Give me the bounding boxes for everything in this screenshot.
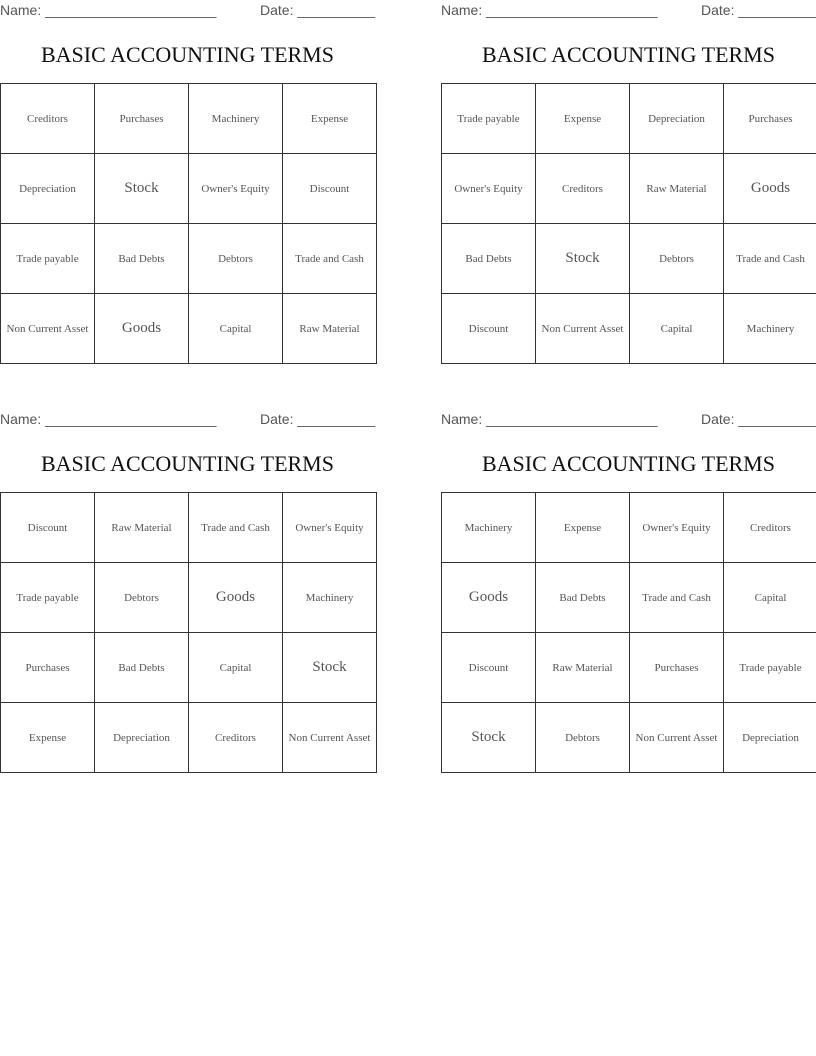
grid-row: [1, 84, 377, 154]
grid-row: [442, 563, 816, 633]
grid-cell: Capital: [630, 294, 724, 364]
grid-cell: Creditors: [724, 493, 816, 563]
grid-cell: Creditors: [189, 703, 283, 773]
date-field: Date: __________: [260, 411, 376, 427]
grid-cell: Discount: [283, 154, 377, 224]
grid-cell: Goods: [95, 294, 189, 364]
grid-cell: Raw Material: [95, 493, 189, 563]
grid-cell: Trade payable: [1, 563, 95, 633]
bingo-card-1: [0, 0, 376, 336]
grid-cell: Owner's Equity: [630, 493, 724, 563]
grid-row: [1, 633, 377, 703]
grid-row: [1, 703, 377, 773]
grid-cell: Goods: [724, 154, 816, 224]
name-field: Name: ______________________: [0, 2, 217, 18]
grid-cell: Debtors: [189, 224, 283, 294]
grid-row: [1, 294, 377, 364]
grid-cell: Machinery: [283, 563, 377, 633]
grid-cell: Machinery: [189, 84, 283, 154]
card-title: BASIC ACCOUNTING TERMS: [482, 42, 775, 67]
grid-row: [1, 224, 377, 294]
grid-row: [1, 563, 377, 633]
grid-cell: Discount: [442, 294, 536, 364]
grid-cell: Stock: [536, 224, 630, 294]
grid-cell: Expense: [283, 84, 377, 154]
header-row: [441, 0, 816, 22]
grid-cell: Trade payable: [442, 84, 536, 154]
name-field: Name: ______________________: [0, 411, 217, 427]
grid-row: [442, 703, 816, 773]
grid-cell: Non Current Asset: [1, 294, 95, 364]
grid-cell: Purchases: [95, 84, 189, 154]
grid-cell: Bad Debts: [442, 224, 536, 294]
grid-cell: Purchases: [630, 633, 724, 703]
bingo-card-2: [441, 0, 816, 335]
grid-row: [442, 493, 816, 563]
date-field: Date: __________: [701, 411, 816, 427]
grid-row: [1, 154, 377, 224]
card-title: BASIC ACCOUNTING TERMS: [482, 451, 775, 476]
grid-cell: Trade and Cash: [630, 563, 724, 633]
grid-cell: Non Current Asset: [630, 703, 724, 773]
grid-cell: Depreciation: [95, 703, 189, 773]
grid-cell: Purchases: [1, 633, 95, 703]
grid-cell: Goods: [189, 563, 283, 633]
grid-cell: Expense: [536, 84, 630, 154]
name-field: Name: ______________________: [441, 2, 658, 18]
grid-cell: Machinery: [724, 294, 816, 364]
grid-row: [442, 224, 816, 294]
grid-cell: Stock: [283, 633, 377, 703]
grid-row: [442, 294, 816, 364]
bingo-grid: [0, 83, 377, 364]
bingo-card-3: [0, 409, 376, 744]
grid-cell: Stock: [442, 703, 536, 773]
header-row: [0, 409, 375, 431]
grid-row: [442, 84, 816, 154]
grid-cell: Debtors: [630, 224, 724, 294]
grid-cell: Owner's Equity: [189, 154, 283, 224]
grid-cell: Goods: [442, 563, 536, 633]
grid-cell: Depreciation: [724, 703, 816, 773]
grid-cell: Trade payable: [724, 633, 816, 703]
grid-cell: Depreciation: [630, 84, 724, 154]
grid-cell: Machinery: [442, 493, 536, 563]
date-field: Date: __________: [260, 2, 376, 18]
card-title: BASIC ACCOUNTING TERMS: [41, 42, 334, 67]
grid-cell: Owner's Equity: [283, 493, 377, 563]
grid-cell: Stock: [95, 154, 189, 224]
grid-cell: Raw Material: [283, 294, 377, 364]
grid-cell: Discount: [1, 493, 95, 563]
bingo-card-4: [441, 409, 816, 745]
grid-cell: Owner's Equity: [442, 154, 536, 224]
grid-cell: Debtors: [536, 703, 630, 773]
grid-cell: Non Current Asset: [283, 703, 377, 773]
grid-cell: Raw Material: [630, 154, 724, 224]
grid-cell: Bad Debts: [536, 563, 630, 633]
grid-cell: Bad Debts: [95, 633, 189, 703]
grid-cell: Raw Material: [536, 633, 630, 703]
grid-cell: Trade payable: [1, 224, 95, 294]
date-field: Date: __________: [701, 2, 816, 18]
header-row: [441, 409, 816, 431]
grid-cell: Trade and Cash: [724, 224, 816, 294]
grid-cell: Capital: [189, 294, 283, 364]
grid-cell: Creditors: [536, 154, 630, 224]
grid-cell: Expense: [1, 703, 95, 773]
grid-cell: Trade and Cash: [189, 493, 283, 563]
grid-cell: Purchases: [724, 84, 816, 154]
grid-cell: Bad Debts: [95, 224, 189, 294]
bingo-grid: [441, 492, 816, 773]
grid-cell: Capital: [189, 633, 283, 703]
name-field: Name: ______________________: [441, 411, 658, 427]
grid-cell: Capital: [724, 563, 816, 633]
grid-row: [1, 493, 377, 563]
bingo-grid: [441, 83, 816, 364]
grid-row: [442, 633, 816, 703]
grid-row: [442, 154, 816, 224]
header-row: [0, 0, 375, 22]
grid-cell: Trade and Cash: [283, 224, 377, 294]
grid-cell: Expense: [536, 493, 630, 563]
grid-cell: Creditors: [1, 84, 95, 154]
grid-cell: Debtors: [95, 563, 189, 633]
grid-cell: Non Current Asset: [536, 294, 630, 364]
card-title: BASIC ACCOUNTING TERMS: [41, 451, 334, 476]
bingo-grid: [0, 492, 377, 773]
grid-cell: Depreciation: [1, 154, 95, 224]
grid-cell: Discount: [442, 633, 536, 703]
